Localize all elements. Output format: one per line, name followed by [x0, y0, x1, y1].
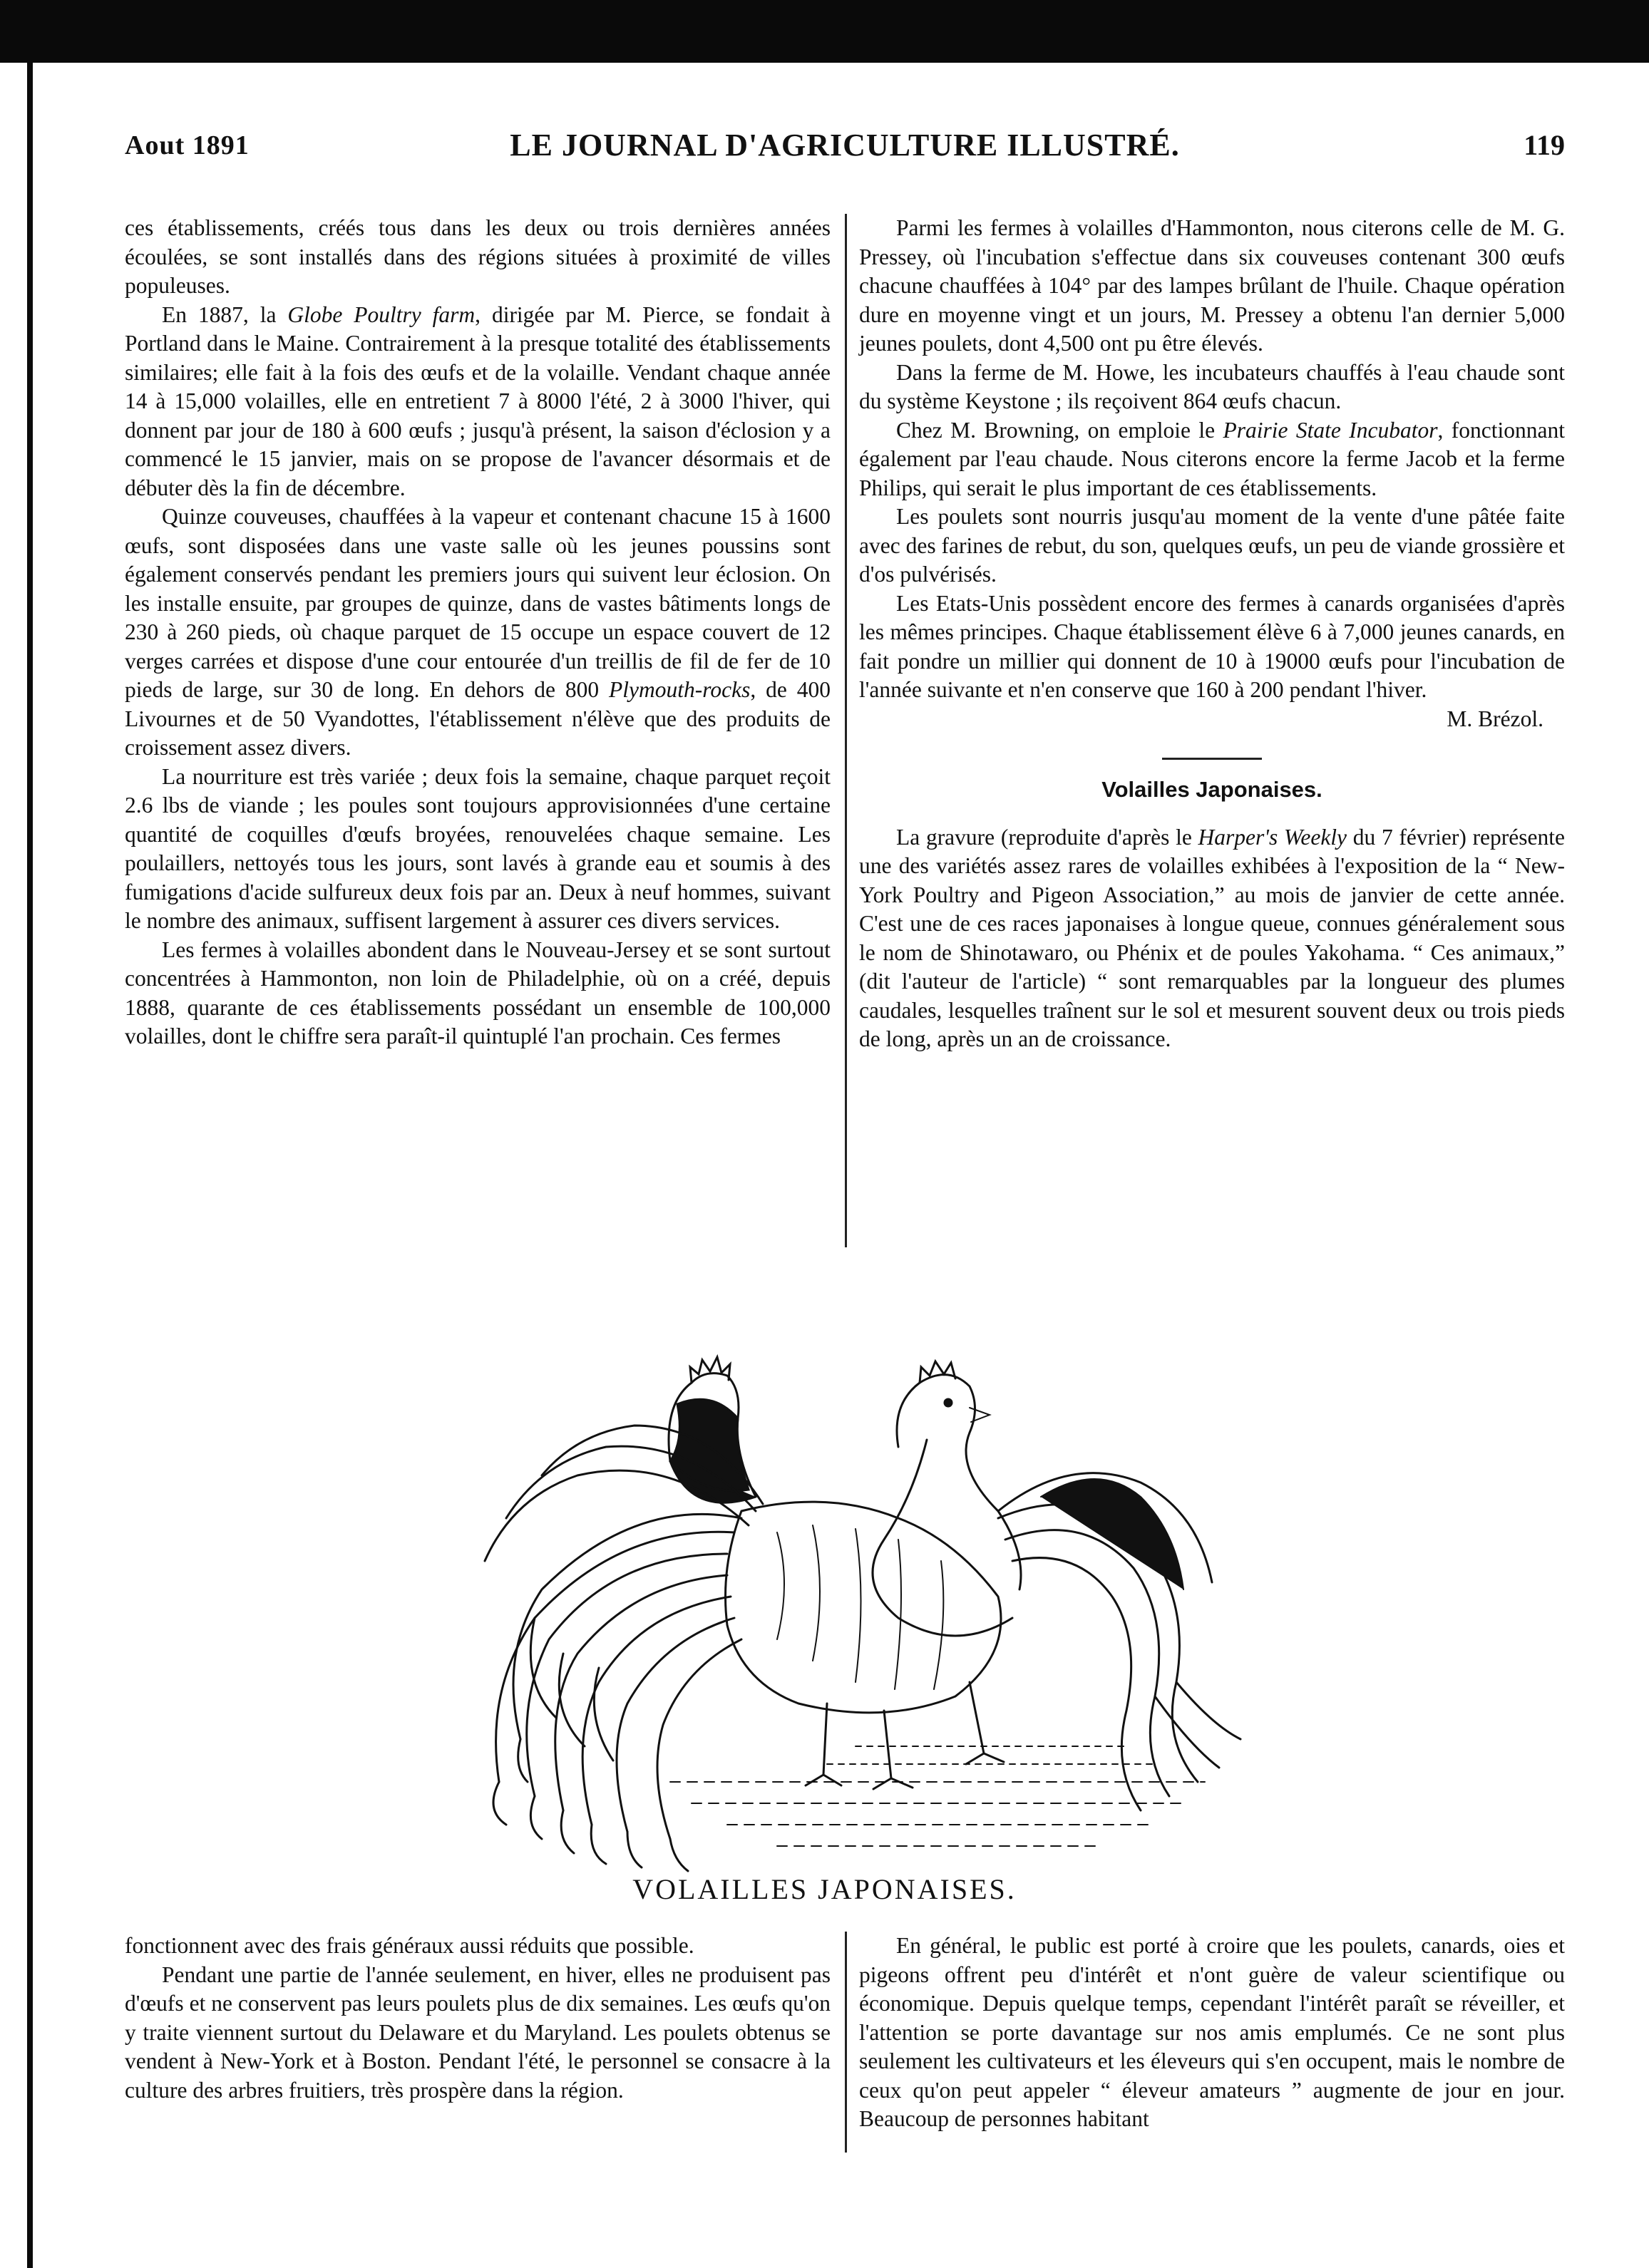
page-header	[125, 123, 1565, 180]
section-separator	[1162, 758, 1262, 760]
paragraph: Pendant une partie de l'année seulement, en hiver, elles ne produisent pas d'œufs et ne conservent pas leurs poulets plus de dix semaines. Les œufs qu'on y traite viennent surtout du Delaware et du Maryland. Les poulets obtenus se vendent à New-York et à Boston. Pendant l'été, le personnel se consacre à la culture des arbres fruitiers, très prospère dans la région.	[125, 1962, 831, 2103]
column-divider	[845, 214, 847, 1247]
paragraph: fonctionnent avec des frais généraux aussi réduits que possible.	[125, 1933, 694, 1958]
text-run: En 1887, la	[162, 301, 288, 327]
farm-name-italic: Globe Poultry farm	[287, 301, 476, 327]
paragraph: Les poulets sont nourris jusqu'au moment de la vente d'une pâtée faite avec des farines de rebut, du son, quelques œufs, un peu de viande grossière et d'os pulvérisés.	[859, 504, 1565, 587]
japanese-fowl-engraving	[456, 1283, 1340, 1882]
paragraph: Les fermes à volailles abondent dans le Nouveau-Jersey et se sont surtout concentrées à Hammonton, non loin de Philadelphie, où on a créé, depuis 1888, quarante de ces établissements possédant un ensemble de 100,000 volailles, dont le chiffre sera paraît-il quintuplé l'an prochain. Ces fermes	[125, 937, 831, 1048]
paragraph	[859, 416, 1565, 503]
paragraph: ces établissements, créés tous dans les deux ou trois dernières années écoulées, se sont installés dans des régions situées à proximité de villes populeuses.	[125, 215, 831, 298]
issue-date: Aout 1891	[125, 130, 250, 160]
article-column-top-right	[859, 214, 1565, 1054]
article-column-bottom-right	[859, 1932, 1565, 2134]
section-title: Volailles Japonaises.	[1101, 777, 1322, 802]
paragraph: La nourriture est très variée ; deux fois la semaine, chaque parquet reçoit 2.6 lbs de viande ; les poules sont toujours approvisionnées d'une certaine quantité de coquilles d'œufs broyées, renouvelées chaque semaine. Les poulaillers, nettoyés tous les jours, sont lavés à grande eau et soumis à des fumigations d'acide sulfureux deux fois par an. Deux à neuf hommes, suivant le nombre des animaux, suffisent largement à assurer ces divers services.	[125, 763, 831, 933]
page-top-border	[0, 0, 1649, 63]
text-run: La gravure (reproduite d'après le	[896, 824, 1198, 850]
article-column-top-left	[125, 214, 831, 1051]
text-run: Quinze couveuses, chauffées à la vapeur et contenant chacune 15 à 1600 œufs, sont disposées dans une vaste salle où les jeunes poussins sont également conservés pendant les premiers jours qui suivent leur éclosion. On les installe ensuite, par groupes de quinze, dans de vastes bâtiments longs de 230 à 260 pieds, où chaque parquet de 15 occupe un espace couvert de 12 verges carrées et dispose d'une cour entourée d'un treillis de fil de fer de 10 pieds de large, sur 30 de long. En dehors de 800	[125, 504, 831, 702]
breed-name-italic: Plymouth-rocks	[609, 677, 751, 702]
page-number: 119	[1524, 129, 1565, 161]
text-run: , de 400 Livournes et de 50 Vyandottes, l'établissement n'élève que des produits de croissement assez divers.	[125, 677, 831, 760]
text-run: , dirigée par M. Pierce, se fondait à Portland dans le Maine. Contrairement à la presque totalité des établissements similaires; elle fait à la fois des œufs et de la volaille. Vendant chaque année 14 à 15,000 volailles, elle en entretient 7 à 8000 l'été, 2 à 3000 l'hiver, qui donnent par jour de 180 à 600 œufs ; jusqu'à présent, la saison d'éclosion y a commencé le 15 janvier, mais on se propose de l'avancer désormais et de débuter dès la fin de décembre.	[125, 301, 831, 500]
journal-title: LE JOURNAL D'AGRICULTURE ILLUSTRÉ.	[510, 128, 1180, 163]
page-left-border	[27, 43, 33, 2268]
text-run: du 7 février) représente une des variétés assez rares de volailles exhibées à l'exposition de la “ New-York Poultry and Pigeon Association,” au mois de janvier de cette année. C'est une de ces races japonaises à longue queue, connues généralement sous le nom de Shinotawaro, ou Phénix et de poules Yakohama. “ Ces animaux,” (dit l'auteur de l'article) “ sont remarquables par la longueur des plumes caudales, lesquelles traînent sur le sol et mesurent souvent deux ou trois pieds de long, après un an de croissance.	[859, 824, 1565, 1051]
magazine-name-italic: Harper's Weekly	[1198, 824, 1347, 850]
paragraph	[125, 301, 831, 503]
paragraph: Parmi les fermes à volailles d'Hammonton, nous citerons celle de M. G. Pressey, où l'incubation s'effectue dans six couveuses contenant 300 œufs chacune chauffées à 104° par des lampes brûlant de l'huile. Chaque opération dure en moyenne vingt et un jours, M. Pressey a obtenu l'an dernier 5,000 jeunes poulets, dont 4,500 ont pu être élevés.	[859, 215, 1565, 356]
paragraph	[125, 502, 831, 763]
paragraph: Les Etats-Unis possèdent encore des fermes à canards organisées d'après les mêmes principes. Chaque établissement élève 6 à 7,000 jeunes canards, en fait pondre un millier qui donnent de 10 à 19000 œufs pour l'incubation de l'année suivante et n'en conserve que 160 à 200 pendant l'hiver.	[859, 590, 1565, 702]
paragraph	[859, 823, 1565, 1054]
figure-caption: VOLAILLES JAPONAISES.	[632, 1873, 1017, 1905]
author-signature: M. Brézol.	[1447, 706, 1543, 731]
article-column-bottom-left	[125, 1932, 831, 2105]
text-run: Chez M. Browning, on emploie le	[896, 417, 1223, 443]
paragraph: Dans la ferme de M. Howe, les incubateurs chauffés à l'eau chaude sont du système Keystone ; ils reçoivent 864 œufs chacun.	[859, 359, 1565, 413]
incubator-name-italic: Prairie State Incubator	[1223, 417, 1438, 443]
paragraph: En général, le public est porté à croire que les poulets, canards, oies et pigeons offrent peu d'intérêt et n'ont guère de valeur scientifique ou économique. Depuis quelque temps, cependant l'intérêt paraît se réveiller, et l'attention se porte davantage sur nos amis emplumés. Ce ne sont plus seulement les cultivateurs et les éleveurs qui s'en occupent, mais le nombre de ceux qu'on peut appeler “ éleveur amateurs ” augmente de jour en jour. Beaucoup de personnes habitant	[859, 1933, 1565, 2131]
column-divider	[845, 1932, 847, 2153]
text-run: , fonctionnant également par l'eau chaude. Nous citerons encore la ferme Jacob et la ferme Philips, qui serait le plus important de ces établissements.	[859, 417, 1565, 500]
